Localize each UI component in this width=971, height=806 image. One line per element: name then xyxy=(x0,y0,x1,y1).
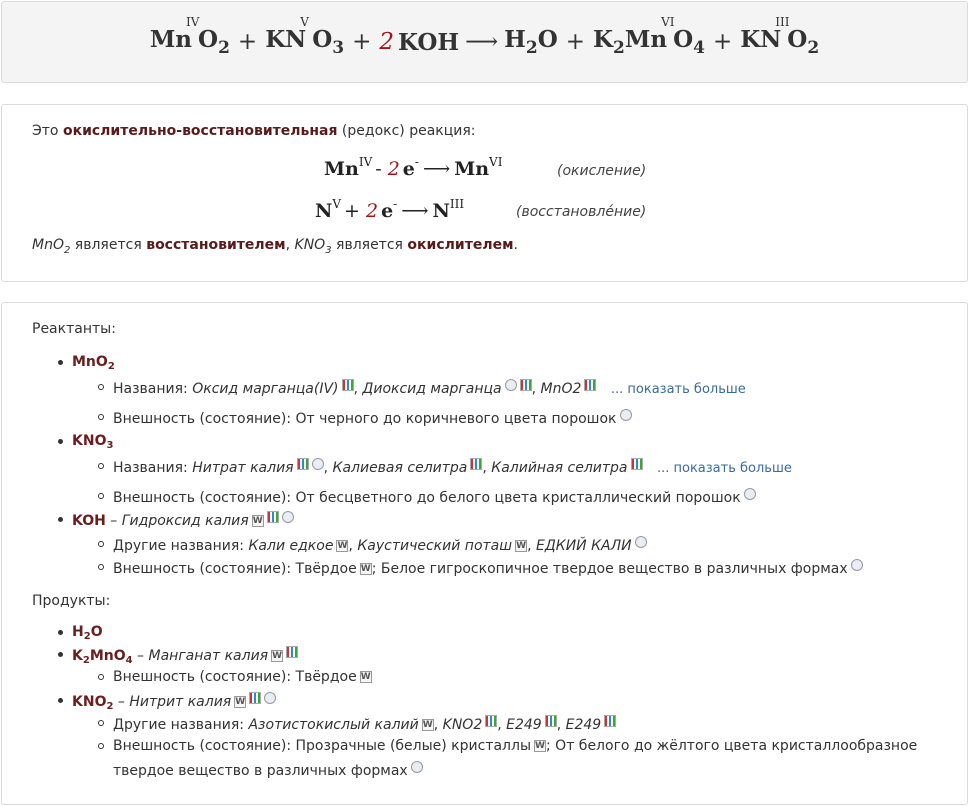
source-icon[interactable] xyxy=(520,379,532,391)
wiki-icon[interactable]: W xyxy=(535,741,545,751)
roles-line: MnO$_2$ является восстановителем, $KNO_3$ является окислителем. xyxy=(32,237,518,256)
globe-icon[interactable] xyxy=(282,511,294,523)
source-icon[interactable] xyxy=(286,646,298,658)
products-heading: Продукты: xyxy=(32,593,111,609)
product-k2mno4[interactable]: $K_2Mn$ VI $O_4$ xyxy=(593,15,705,58)
redox-intro: Это окислительно-восстановительная (редокс) реакция: xyxy=(32,123,476,139)
source-icon[interactable] xyxy=(545,715,557,727)
source-icon[interactable] xyxy=(470,458,482,470)
show-more-link[interactable]: ... показать больше xyxy=(610,382,746,397)
redox-card xyxy=(1,104,968,282)
source-icon[interactable] xyxy=(604,715,616,727)
koh-appearance: Внешность (состояние): Твёрдое W; Белое гигроскопичное твердое вещество в различных формах xyxy=(113,559,863,577)
wiki-icon[interactable]: W xyxy=(422,720,433,730)
globe-icon[interactable] xyxy=(312,458,324,470)
wiki-icon[interactable]: W xyxy=(272,651,283,661)
globe-icon[interactable] xyxy=(635,536,647,548)
half-reaction-reduction: $N^V + 2$ e- ⟶ $N^{III}$ xyxy=(315,197,465,222)
compound-koh[interactable]: KOH – Гидроксид калия W xyxy=(72,511,294,529)
globe-icon[interactable] xyxy=(411,761,423,773)
reactant-koh[interactable]: KOH xyxy=(398,28,460,56)
source-icon[interactable] xyxy=(631,458,643,470)
source-icon[interactable] xyxy=(584,379,596,391)
globe-icon[interactable] xyxy=(620,409,632,421)
kno3-appearance: Внешность (состояние): От бесцветного до белого цвета кристаллический порошок xyxy=(113,488,756,506)
wiki-icon[interactable]: W xyxy=(235,697,246,707)
oxidation-note: (окисление) xyxy=(557,163,647,179)
source-icon[interactable] xyxy=(342,379,354,391)
source-icon[interactable] xyxy=(297,458,309,470)
k2mno4-appearance: Внешность (состояние): Твёрдое W xyxy=(113,669,371,685)
reactants-heading: Реактанты: xyxy=(32,321,116,337)
reduction-note: (восстановле́ние) xyxy=(516,204,647,220)
mno2-appearance: Внешность (состояние): От черного до коричневого цвета порошок xyxy=(113,409,632,427)
globe-icon[interactable] xyxy=(264,692,276,704)
kno2-other-names: Другие названия: Азотистокислый калий W, KNO2 , E249 , E249 xyxy=(113,715,616,733)
kno3-names: Названия: Нитрат калия , Калиевая селитра , Калийная селитра ... показать больше xyxy=(113,460,792,476)
wiki-icon[interactable]: W xyxy=(360,564,371,574)
product-kno2[interactable]: KN III $O_2$ xyxy=(740,15,820,58)
koh-other-names: Другие названия: Кали едкое W, Каустический поташ W, ЕДКИЙ КАЛИ xyxy=(113,536,647,554)
globe-icon[interactable] xyxy=(505,379,517,391)
show-more-link[interactable]: ... показать больше xyxy=(656,461,792,476)
globe-icon[interactable] xyxy=(744,488,756,500)
mno2-names: Названия: Оксид марганца(IV) , Диоксид марганца , MnO2 ... показать больше xyxy=(113,381,746,397)
compounds-card xyxy=(1,302,968,805)
compound-kno3[interactable]: $KNO_3$ xyxy=(72,433,114,451)
source-icon[interactable] xyxy=(249,692,261,704)
compound-k2mno4[interactable]: $K_2MnO_4$ – Манганат калия W xyxy=(72,646,298,666)
kno2-appearance-cont: твердое вещество в различных формах xyxy=(113,761,423,779)
coefficient: 2 xyxy=(379,29,395,55)
globe-icon[interactable] xyxy=(851,559,863,571)
wiki-icon[interactable]: W xyxy=(360,672,371,682)
source-icon[interactable] xyxy=(485,715,497,727)
compound-h2o[interactable]: $H_2O$ xyxy=(72,624,103,642)
equation-header: Mn IV $O_2$ + KN V $O_3$ + 2 KOH ⟶ $H_2O$ + $K_2Mn$ VI $O_4$ + KN III $O_2$ xyxy=(1,1,968,83)
reaction-arrow: ⟶ xyxy=(465,29,499,55)
wiki-icon[interactable]: W xyxy=(252,516,263,526)
reactant-kno3[interactable]: KN V $O_3$ xyxy=(265,15,345,58)
compound-mno2[interactable]: MnO$_2$ xyxy=(72,354,115,372)
kno2-appearance: Внешность (состояние): Прозрачные (белые) кристаллы W; От белого до жёлтого цвета кристаллообразное xyxy=(113,738,918,754)
source-icon[interactable] xyxy=(267,511,279,523)
half-reaction-oxidation: $Mn^{IV} - 2$ e- ⟶ $Mn^{VI}$ xyxy=(324,155,503,180)
reactant-mno2[interactable]: Mn IV $O_2$ xyxy=(149,15,230,58)
product-h2o[interactable]: $H_2O$ xyxy=(504,26,558,58)
wiki-icon[interactable]: W xyxy=(337,541,348,551)
compound-kno2[interactable]: $KNO_2$ – Нитрит калия W xyxy=(72,692,276,712)
wiki-icon[interactable]: W xyxy=(516,541,527,551)
